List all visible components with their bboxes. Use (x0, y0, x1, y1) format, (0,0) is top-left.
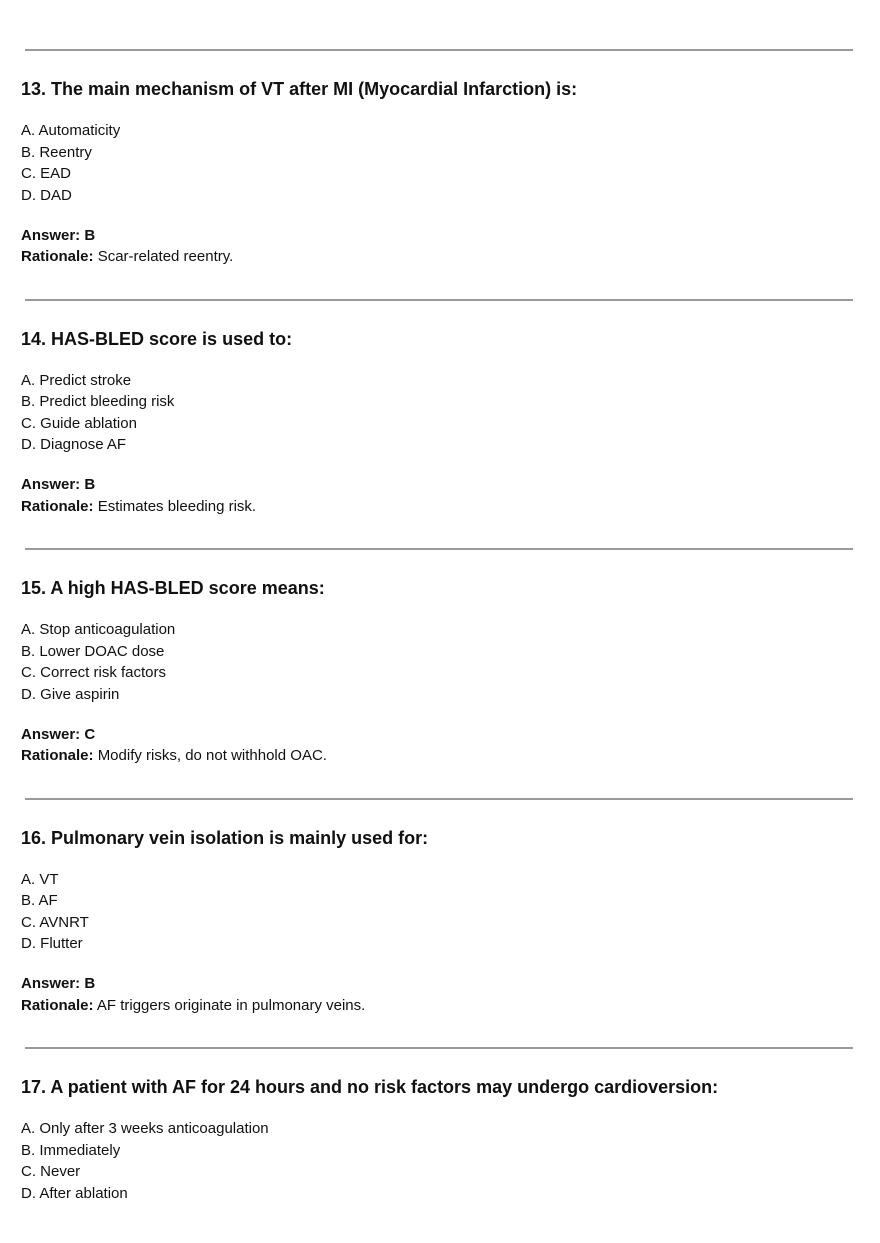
question-title: 13. The main mechanism of VT after MI (Myocardial Infarction) is: (21, 79, 578, 99)
option-item: A. Predict stroke (21, 371, 132, 389)
rationale-label: Rationale: (21, 996, 94, 1014)
question-title: 17. A patient with AF for 24 hours and no risk factors may undergo cardioversion: (21, 1077, 719, 1097)
divider (25, 299, 853, 301)
answer-label: Answer: (21, 975, 81, 992)
option-item: B. Predict bleeding risk (21, 393, 175, 410)
option-item: A. Stop anticoagulation (21, 621, 176, 638)
rationale-text: AF triggers originate in pulmonary veins. (96, 996, 366, 1014)
question-list (0, 49, 880, 1204)
answer-value: B (84, 476, 96, 493)
option-item: D. Flutter (21, 935, 83, 952)
rationale-text: Scar-related reentry. (97, 248, 234, 265)
rationale-line (21, 745, 880, 767)
question-title: 14. HAS-BLED score is used to: (21, 328, 293, 349)
answer-line (21, 973, 880, 995)
answer-line (21, 724, 880, 746)
rationale-line (21, 995, 880, 1017)
option-item: C. AVNRT (21, 913, 89, 931)
option-item: D. DAD (21, 186, 72, 204)
option-item: A. Automaticity (21, 122, 121, 139)
option-item: B. Lower DOAC dose (21, 642, 165, 660)
rationale-label: Rationale: (21, 747, 94, 764)
answer-line (21, 474, 880, 496)
divider (25, 1047, 853, 1049)
question-block (0, 1047, 880, 1204)
option-item: C. Correct risk factors (21, 664, 167, 681)
option-item: C. Never (21, 1163, 81, 1180)
option-item: C. Guide ablation (21, 414, 137, 432)
options-list (21, 1118, 880, 1204)
option-item: B. Immediately (21, 1141, 121, 1159)
rationale-text: Estimates bleeding risk. (97, 497, 257, 515)
option-item: D. After ablation (21, 1184, 128, 1202)
option-item: C. EAD (21, 165, 72, 182)
rationale-label: Rationale: (21, 497, 94, 515)
rationale-label: Rationale: (21, 248, 94, 265)
question-block (0, 49, 880, 299)
options-list (21, 370, 880, 456)
option-item: A. Only after 3 weeks anticoagulation (21, 1120, 269, 1137)
divider (25, 49, 853, 51)
answer-label: Answer: (21, 725, 81, 743)
question-title: 16. Pulmonary vein isolation is mainly used for: (21, 827, 429, 848)
answer-section (21, 474, 880, 517)
rationale-text: Modify risks, do not withhold OAC. (97, 747, 327, 764)
answer-section (21, 973, 880, 1016)
answer-section (21, 225, 880, 268)
option-item: B. AF (21, 892, 58, 909)
option-item: B. Reentry (21, 143, 92, 161)
options-list (21, 619, 880, 705)
question-block (0, 299, 880, 549)
answer-line (21, 225, 880, 247)
question-block (0, 548, 880, 798)
divider (25, 548, 853, 550)
question-title: 15. A high HAS-BLED score means: (21, 578, 325, 598)
options-list (21, 869, 880, 955)
answer-label: Answer: (21, 476, 81, 493)
option-item: D. Give aspirin (21, 685, 120, 703)
answer-value: B (84, 975, 96, 992)
option-item: A. VT (21, 870, 59, 888)
answer-label: Answer: (21, 226, 81, 244)
options-list (21, 120, 880, 206)
rationale-line (21, 246, 880, 268)
divider (25, 798, 853, 800)
rationale-line (21, 496, 880, 518)
option-item: D. Diagnose AF (21, 436, 127, 453)
answer-section (21, 724, 880, 767)
answer-value: C (84, 725, 96, 743)
answer-value: B (84, 226, 96, 244)
question-block (0, 798, 880, 1048)
